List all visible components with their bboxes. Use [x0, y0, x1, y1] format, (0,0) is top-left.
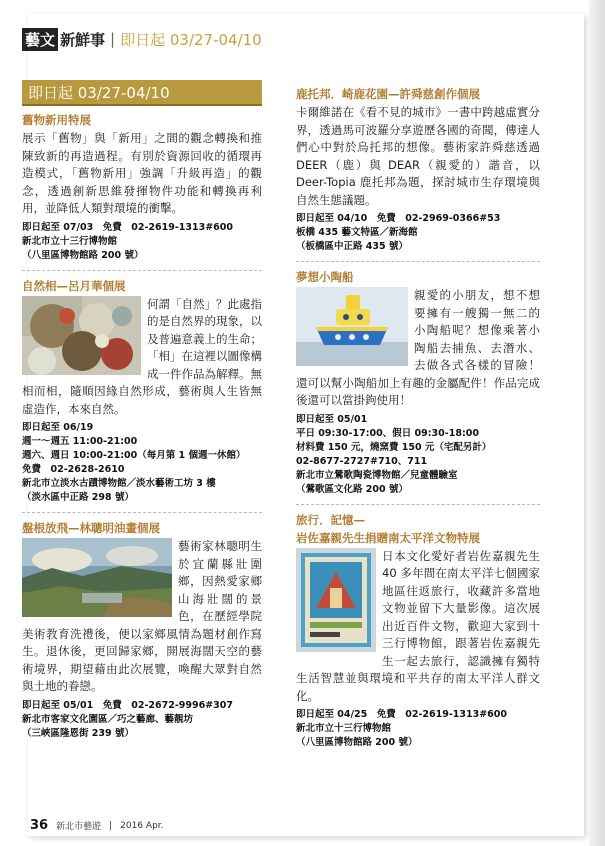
issue-date: 2016 Apr. [120, 820, 164, 831]
page-footer [30, 818, 164, 833]
info-line: 即日起至 06/19 [22, 422, 94, 433]
article-taochuan [296, 269, 540, 497]
info-line: （淡水區中正路 298 號） [22, 492, 134, 503]
footer-separator: | [109, 820, 113, 831]
landscape-painting-image [22, 538, 172, 617]
page-edge [589, 0, 605, 846]
info-line: 02-8677-2727#710、711 [296, 455, 428, 467]
info-line: 即日起至 04/10 免費 02-2969-0366#53 [296, 213, 501, 224]
article-body: 展示「舊物」與「新用」之間的觀念轉換和推陳致新的再造過程。有別於資源回收的循環再造模式，「舊物新用」強調「升級再造」的觀念，透過創新思維發揮物件功能和轉換再利用，並降低人類對環境的衝擊。 [22, 131, 262, 215]
article-title: 鹿托邦．崎鹿花園—許舜慈創作個展 [296, 87, 480, 101]
page-number: 36 [30, 818, 49, 833]
article-body: 卡爾維諾在《看不見的城市》一書中跨越虛實分界，透過馬可波羅分享遊歷各國的奇聞，傳達人們心中對於烏托邦的想像。藝術家許舜慈透過 DEER（鹿）與 DEAR（親愛的）諧音，以 Deer-Topia 鹿托邦為題，探討城市生存環境與自然生態議題。 [296, 105, 540, 207]
divider [22, 512, 262, 513]
article-lutuobang [296, 86, 540, 254]
stamp-image [296, 548, 376, 652]
header-logo-sub: 新鮮事 [60, 30, 106, 49]
article-body: 藝術家林聰明生於宜蘭縣壯圍鄉，因熱愛家鄉山海壯闊的景色，在歷經學院美術教育洗禮後，便以家鄉風情為題材創作寫生。退休後，更回歸家鄉，開展海闊天空的藝術境界，期望藉由此次展覽，喚醒大眾對自然與土地的眷戀。 [22, 539, 262, 693]
left-column [22, 80, 262, 741]
info-line: 新北市立十三行博物館 [296, 723, 392, 734]
info-line: 即日起至 04/25 免費 02-2619-1313#600 [296, 709, 507, 720]
info-line: 免費 02-2628-2610 [22, 464, 125, 475]
right-column [296, 84, 540, 750]
abstract-painting-icon [22, 296, 141, 375]
info-line: 新北市立鶯歌陶瓷博物館／兒童體驗室 [296, 469, 458, 481]
painting-image [22, 296, 141, 375]
info-line: 新北市客家文化園區／巧之藝廊、藝靚坊 [22, 713, 194, 725]
article-title: 舊物新用特展 [22, 113, 91, 127]
info-line: （鶯歌區文化路 200 號） [296, 483, 408, 495]
article-lvxing [296, 512, 540, 751]
article-subtitle: 岩佐嘉親先生捐贈南太平洋文物特展 [296, 530, 480, 545]
info-line: 材料費 150 元，燒窯費 150 元（宅配另計） [296, 441, 492, 453]
clay-boat-image [296, 287, 408, 366]
info-line: 即日起至 05/01 免費 02-2672-9996#307 [22, 699, 233, 711]
header-logo-main: 藝文 [22, 28, 58, 51]
info-line: 新北市立十三行博物館 [22, 235, 118, 247]
divider [296, 504, 540, 505]
landscape-icon [22, 538, 172, 617]
article-body: 日本文化愛好者岩佐嘉親先生 40 多年間在南太平洋七個國家地區往返旅行，收藏許多當地文物並留下大量影像。這次展出近百件文物，歡迎大家到十三行博物館，跟著岩佐嘉親先生一起去旅行，認識擁有獨特生活智慧並與環境和平共存的南太平洋人群文化。 [296, 548, 540, 703]
info-line: 板橋 435 藝文特區／新海館 [296, 227, 418, 238]
divider [296, 261, 540, 262]
section-header [22, 28, 262, 50]
article-title: 夢想小陶船 [296, 270, 354, 284]
info-line: （八里區博物館路 200 號） [296, 737, 418, 748]
date-banner: 即日起 03/27-04/10 [22, 80, 262, 106]
info-line: 平日 09:30-17:00、假日 09:30-18:00 [296, 427, 479, 439]
stamp-icon [296, 548, 376, 652]
info-line: 即日起至 05/01 [296, 413, 368, 425]
info-line: 週六、週日 10:00-21:00（每月第 1 個週一休館） [22, 450, 246, 461]
info-line: 週一～週五 11:00-21:00 [22, 436, 138, 447]
article-pangen [22, 520, 262, 741]
article-title: 盤根放飛—林聰明油畫個展 [22, 521, 160, 535]
boat-icon [296, 287, 408, 366]
article-title: 自然相—呂月華個展 [22, 278, 126, 293]
divider [22, 270, 262, 271]
header-separator: | [110, 30, 116, 48]
article-jiuwu [22, 112, 262, 263]
article-body: 何謂「自然」？此處指的是自然界的現象，以及普遍意義上的生命；「相」在這裡以圖像構成一件作品為解釋。無相而相，隨順因緣自然形成，藝術與人生皆無虛造作，本來自然。 [22, 296, 262, 416]
info-line: （三峽區隆恩街 239 號） [22, 727, 134, 739]
info-line: （板橋區中正路 435 號） [296, 241, 408, 252]
magazine-name: 新北市藝遊 [56, 822, 102, 832]
header-dates: 即日起 03/27-04/10 [120, 30, 262, 49]
info-line: 新北市立淡水古蹟博物館／淡水藝術工坊 3 樓 [22, 478, 216, 489]
article-title: 旅行．記憶— [296, 512, 365, 527]
article-ziranxiang [22, 278, 262, 506]
article-body: 親愛的小朋友，想不想要擁有一艘獨一無二的小陶船呢？想像乘著小陶船去捕魚、去潛水、去做各式各樣的冒險！還可以幫小陶船加上有趣的金屬配件！作品完成後還可以當掛鉤使用！ [296, 288, 540, 407]
info-line: 即日起至 07/03 免費 02-2619-1313#600 [22, 221, 233, 233]
info-line: （八里區博物館路 200 號） [22, 249, 144, 261]
